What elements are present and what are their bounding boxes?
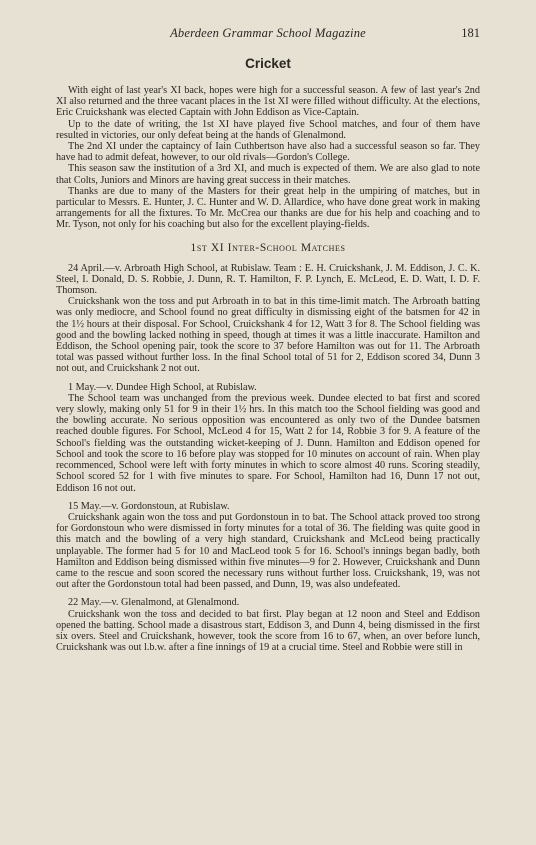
- match-report: [56, 382, 480, 494]
- match-heading: 15 May.—v. Gordonstoun, at Rubislaw.: [68, 500, 230, 512]
- match-heading: 22 May.—v. Glenalmond, at Glenalmond.: [68, 597, 240, 609]
- running-head: [56, 26, 480, 44]
- match-reports: [56, 263, 480, 654]
- match-body: Cruickshank won the toss and decided to bat first. Play began at 12 noon and Steel and Eddison opened the batting. School made a disastrous start, Eddison 3, and Dunn 4, being dismissed in the first six overs. Steel and Cruickshank, however, took the score from 16 to 67, when, an over before lunch, Cruickshank was out l.b.w. after a fine innings of 19 at a crucial time. Steel and Robbie were still in: [56, 608, 480, 654]
- match-body: Cruickshank won the toss and put Arbroath in to bat in this time-limit match. The Arbroath batting was only mediocre, and School found no great difficulty in dismissing eight of the batsmen for 42 in the 1½ hours at their disposal. For School, Cruickshank 4 for 12, Watt 3 for 8. The School fielding was good and the bowling lacked nothing in speed, though at times it was a little inaccurate. Hamilton and Eddison, the School opening pair, took the score to 37 before Hamilton was out for 11. The Arbroath total was passed without further loss. In the final School total of 51 for 2, Eddison scored 34, Dunn 3 not out, and Cruickshank 2 not out.: [56, 296, 480, 375]
- match-heading: 24 April.—v. Arbroath High School, at Rubislaw. Team : E. H. Cruickshank, J. M. Eddison, J. C. K. Steel, I. Donald, D. S. Robbie, J. Dunn, R. T. Hamilton, F. P. Lynch, E. McLeod, E. D. Watt, I. D. F. Thomson.: [56, 262, 480, 297]
- section-title: Cricket: [245, 56, 291, 71]
- intro-paragraph: Thanks are due to many of the Masters for their great help in the umpiring of matches, but in particular to Messrs. E. Hunter, J. C. Hunter and W. D. Allardice, who have done great work in making arrangements for all the fixtures. To Mr. McCrea our thanks are due for his help and coaching and to Mr. Tyson, not only for his coaching but also for the excellent playing-fields.: [56, 185, 480, 231]
- match-body: Cruickshank again won the toss and put Gordonstoun in to bat. The School attack proved too strong for Gordonstoun who were dismissed in forty minutes for a total of 36. The fielding was quite good in this match and the bowling of a very high standard, Cruickshank and McLeod being practically unplayable. The former had 5 for 10 and MacLeod took 5 for 16. School's innings began badly, both Hamilton and Eddison being dismissed within five minutes—9 for 2. However, Cruickshank and Dunn came to the rescue and soon scored the necessary runs without further loss. Cruickshank, 19, was not out after the Gordonstoun total had been passed, and Dunn, 19, was also undefeated.: [56, 511, 480, 591]
- match-report: [56, 501, 480, 591]
- match-heading: 1 May.—v. Dundee High School, at Rubislaw.: [68, 381, 257, 393]
- intro-text: [56, 85, 480, 231]
- intro-paragraph: This season saw the institution of a 3rd XI, and much is expected of them. We are also glad to note that Colts, Juniors and Minors are having great success in their matches.: [56, 163, 480, 186]
- page-number: 181: [461, 26, 480, 40]
- running-title: Aberdeen Grammar School Magazine: [170, 26, 366, 40]
- match-report: [56, 263, 480, 375]
- match-body: The School team was unchanged from the previous week. Dundee elected to bat first and scored very slowly, making only 51 for 9 in their 1½ hrs. In this match too the School fielding was good and the bowling accurate. No serious opposition was encountered as only two of the Dundee batsmen reached double figures. For School, McLeod 4 for 15, Watt 2 for 14, Robbie 3 for 9. A feature of the School's fielding was the outstanding wicket-keeping of J. Dunn. Hamilton and Eddison opened for School and took the score to 16 before play was stopped for 10 minutes on account of rain. When play recommenced, School were left with forty minutes in which to score almost 40 runs. Scoring steadily, School scored 52 for 1 with five minutes to spare. For School, Hamilton had 16, Dunn 17 not out, Eddison 16 not out.: [56, 392, 480, 494]
- intro-paragraph: Up to the date of writing, the 1st XI have played five School matches, and four of them have resulted in victories, our only defeat being at the hands of Glenalmond.: [56, 118, 480, 141]
- intro-paragraph: The 2nd XI under the captaincy of Iain Cuthbertson have also had a successful season so far. They have had to admit defeat, however, to our old rivals—Gordon's College.: [56, 141, 480, 164]
- match-report: [56, 597, 480, 653]
- intro-paragraph: With eight of last year's XI back, hopes were high for a successful season. A few of last year's 2nd XI also returned and the three vacant places in the 1st XI were filled without difficulty. At the elections, Eric Cruickshank was elected Captain with John Eddison as Vice-Captain.: [56, 85, 480, 119]
- matches-subheading: 1st XI Inter-School Matches: [190, 241, 346, 254]
